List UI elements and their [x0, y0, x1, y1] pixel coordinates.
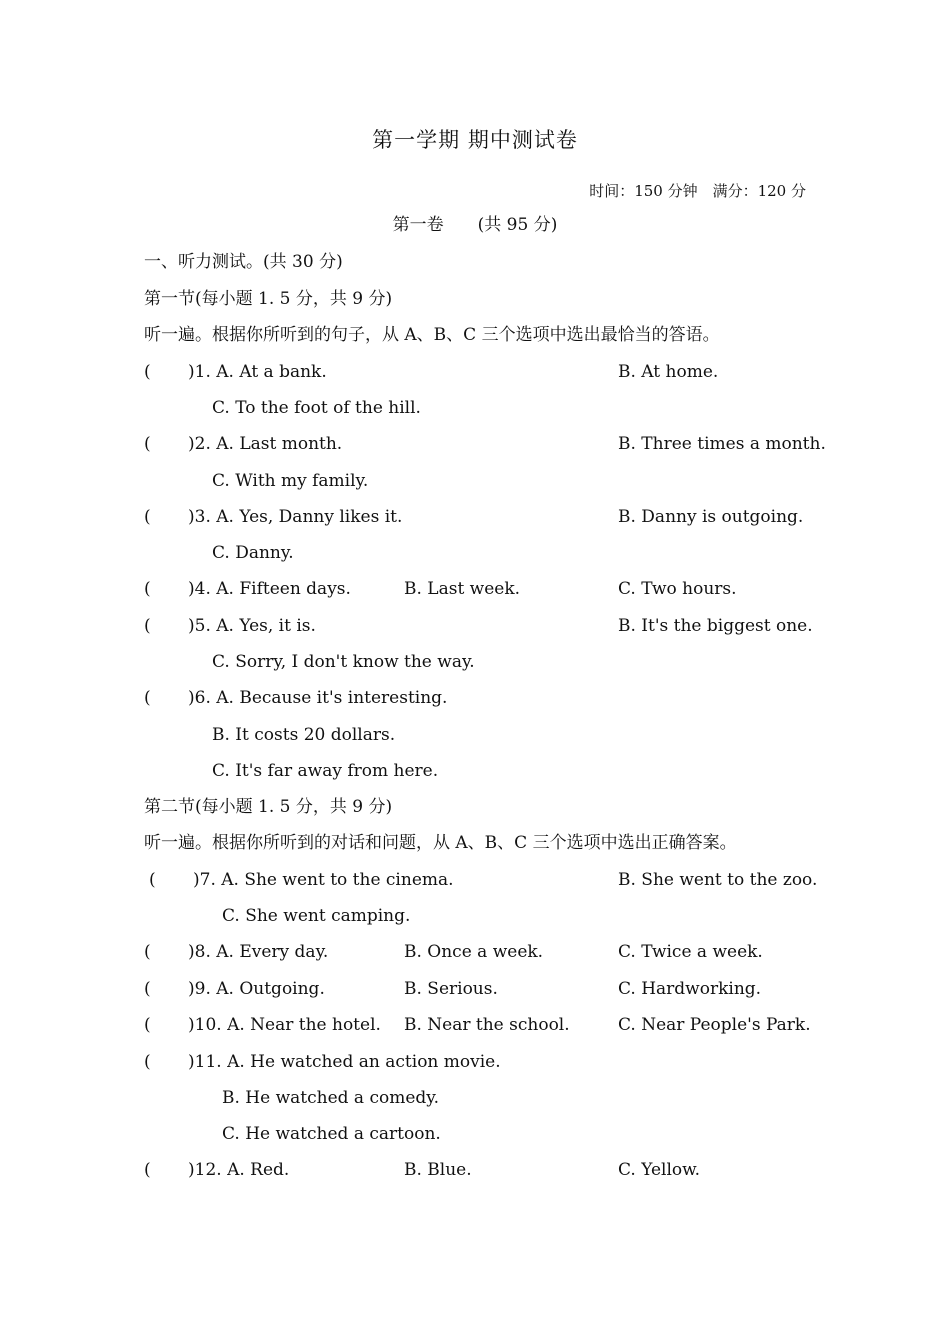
question-4	[144, 578, 351, 600]
option-a: )2. A. Last month.	[188, 434, 343, 454]
answer-blank[interactable]: (	[149, 870, 156, 890]
option-c: C. Yellow.	[618, 1160, 701, 1180]
question-1	[144, 361, 327, 383]
answer-blank[interactable]: (	[144, 434, 151, 454]
option-c: C. He watched a cartoon.	[222, 1124, 441, 1144]
option-c: C. Two hours.	[618, 579, 737, 599]
answer-blank[interactable]: (	[144, 507, 151, 527]
question-3	[144, 506, 402, 528]
answer-blank[interactable]: (	[144, 1052, 151, 1072]
option-a: )5. A. Yes, it is.	[188, 616, 316, 636]
option-b: B. It costs 20 dollars.	[212, 725, 396, 745]
option-a: )6. A. Because it's interesting.	[188, 688, 448, 708]
question-12	[144, 1159, 289, 1181]
option-b: B. She went to the zoo.	[618, 870, 818, 890]
option-b: B. Danny is outgoing.	[618, 507, 804, 527]
option-b: B. Last week.	[404, 579, 521, 599]
answer-blank[interactable]: (	[144, 1160, 151, 1180]
question-9	[144, 978, 325, 1000]
option-b: B. Once a week.	[404, 942, 544, 962]
answer-blank[interactable]: (	[144, 579, 151, 599]
option-c: C. It's far away from here.	[212, 761, 439, 781]
option-a: )9. A. Outgoing.	[188, 979, 325, 999]
answer-blank[interactable]: (	[144, 942, 151, 962]
section-instruction: 听一遍。根据你所听到的对话和问题，从 A、B、C 三个选项中选出正确答案。	[144, 833, 737, 853]
option-b: B. He watched a comedy.	[222, 1088, 440, 1108]
part-heading: 一、听力测试。(共 30 分)	[144, 252, 343, 272]
question-10	[144, 1014, 381, 1036]
option-b: B. Serious.	[404, 979, 498, 999]
option-c: C. Danny.	[212, 543, 294, 563]
option-a: )8. A. Every day.	[188, 942, 329, 962]
option-c: C. Twice a week.	[618, 942, 763, 962]
section-heading: 第一节(每小题 1. 5 分，共 9 分)	[144, 289, 393, 309]
answer-blank[interactable]: (	[144, 362, 151, 382]
volume-heading: 第一卷 (共 95 分)	[392, 215, 558, 235]
exam-meta: 时间：150 分钟 满分：120 分	[589, 182, 806, 200]
question-7	[149, 869, 454, 891]
question-6	[144, 687, 447, 709]
answer-blank[interactable]: (	[144, 616, 151, 636]
option-c: C. To the foot of the hill.	[212, 398, 421, 418]
question-11	[144, 1051, 501, 1073]
option-a: )7. A. She went to the cinema.	[193, 870, 454, 890]
question-5	[144, 615, 316, 637]
question-2	[144, 433, 342, 455]
page-title: 第一学期 期中测试卷	[372, 128, 578, 152]
answer-blank[interactable]: (	[144, 1015, 151, 1035]
option-c: C. Sorry, I don't know the way.	[212, 652, 475, 672]
answer-blank[interactable]: (	[144, 688, 151, 708]
option-b: B. At home.	[618, 362, 719, 382]
section-heading: 第二节(每小题 1. 5 分，共 9 分)	[144, 797, 393, 817]
option-a: )10. A. Near the hotel.	[188, 1015, 381, 1035]
option-c: C. She went camping.	[222, 906, 411, 926]
option-b: B. Three times a month.	[618, 434, 826, 454]
section-instruction: 听一遍。根据你所听到的句子，从 A、B、C 三个选项中选出最恰当的答语。	[144, 325, 720, 345]
option-c: C. Hardworking.	[618, 979, 762, 999]
option-b: B. Near the school.	[404, 1015, 570, 1035]
option-a: )4. A. Fifteen days.	[188, 579, 351, 599]
option-a: )3. A. Yes, Danny likes it.	[188, 507, 403, 527]
option-c: C. Near People's Park.	[618, 1015, 811, 1035]
option-a: )11. A. He watched an action movie.	[188, 1052, 501, 1072]
option-c: C. With my family.	[212, 471, 369, 491]
question-8	[144, 941, 328, 963]
option-a: )1. A. At a bank.	[188, 362, 327, 382]
option-a: )12. A. Red.	[188, 1160, 290, 1180]
option-b: B. Blue.	[404, 1160, 472, 1180]
answer-blank[interactable]: (	[144, 979, 151, 999]
option-b: B. It's the biggest one.	[618, 616, 813, 636]
